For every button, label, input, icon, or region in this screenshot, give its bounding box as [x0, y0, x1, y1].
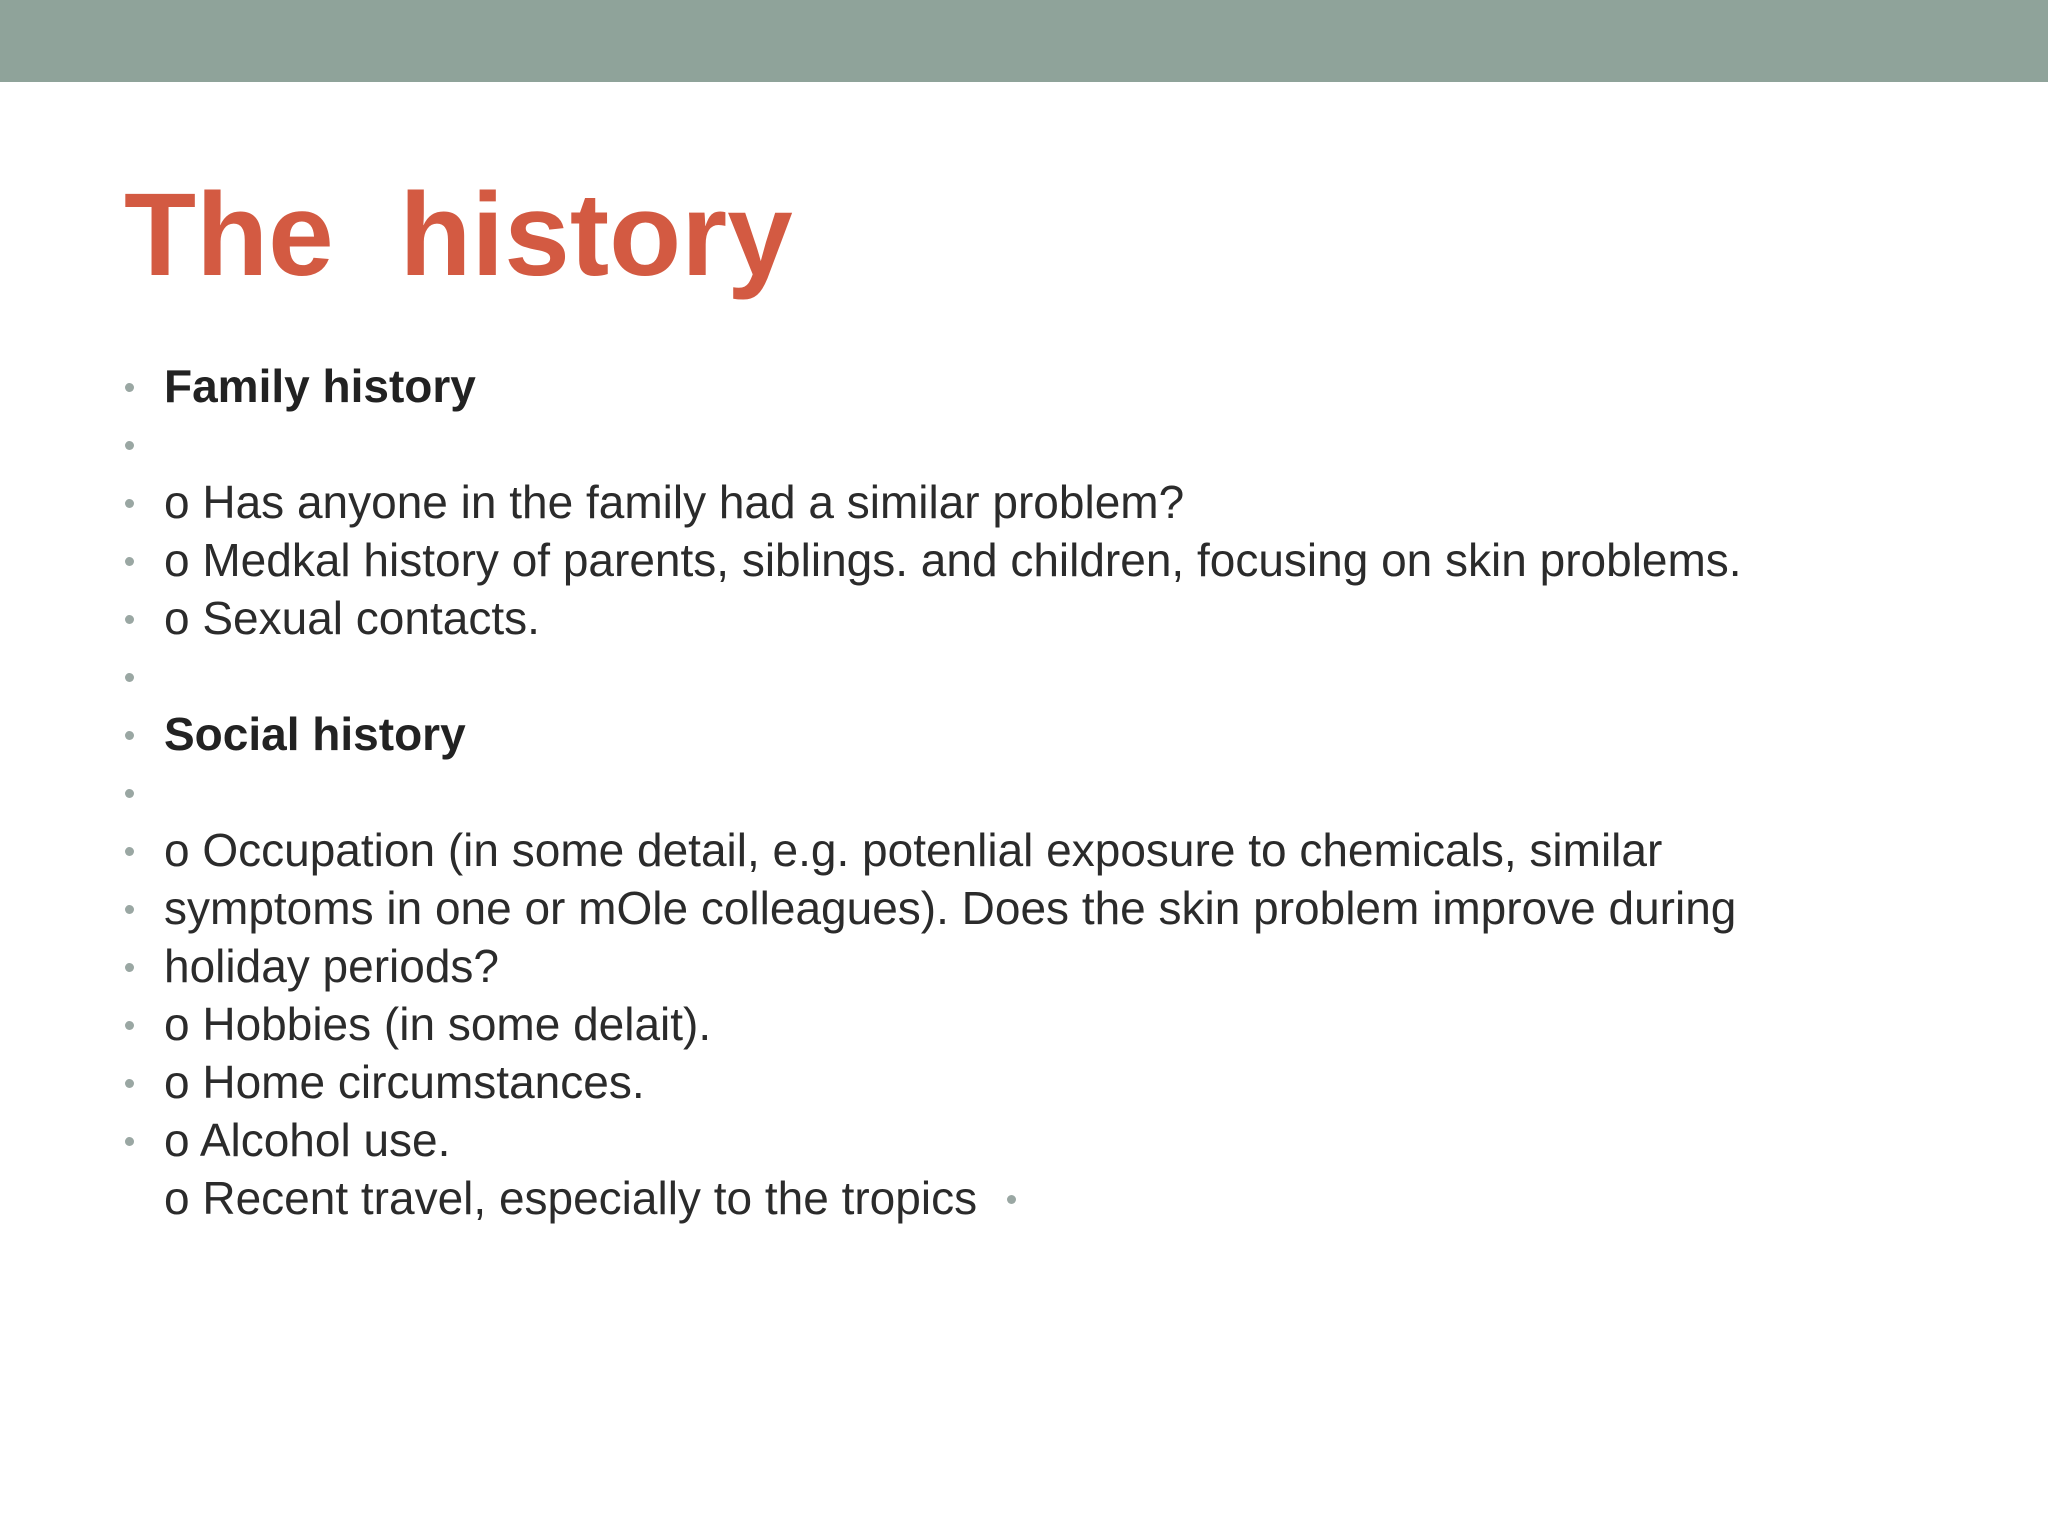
section-heading-row [0, 705, 2048, 763]
list-item [0, 937, 2048, 995]
list-item-text: o Sexual contacts. [164, 592, 540, 644]
list-item [0, 879, 2048, 937]
bullet-dot-icon [125, 847, 134, 856]
bullet-dot-icon [125, 673, 134, 682]
list-item-text: o Medkal history of parents, siblings. and children, focusing on skin problems. [164, 534, 1742, 586]
list-item-text: o Alcohol use. [164, 1114, 451, 1166]
bullet-dot-icon [125, 1079, 134, 1088]
bullet-dot-icon [125, 615, 134, 624]
list-item-text: o Recent travel, especially to the tropics [164, 1172, 978, 1224]
bullet-dot-icon [125, 499, 134, 508]
list-item [0, 531, 2048, 589]
bullet-dot-icon [125, 557, 134, 566]
slide-title: The history [124, 169, 793, 301]
list-item [0, 473, 2048, 531]
bullet-dot-icon [125, 1021, 134, 1030]
list-item [0, 1053, 2048, 1111]
list-item [0, 589, 2048, 647]
list-item-text: holiday periods? [164, 940, 500, 992]
list-item [0, 995, 2048, 1053]
bullet-dot-icon [125, 441, 134, 450]
list-item [0, 647, 2048, 705]
bullet-dot-icon [125, 383, 134, 392]
top-color-band [0, 0, 2048, 82]
bullet-dot-icon [125, 1137, 134, 1146]
list-item [0, 415, 2048, 473]
list-item-text: o Home circumstances. [164, 1056, 645, 1108]
section-heading-row [0, 357, 2048, 415]
list-item [0, 1111, 2048, 1169]
bullet-list [0, 357, 2048, 1227]
section-heading: Family history [164, 360, 476, 412]
bullet-dot-icon [125, 789, 134, 798]
bullet-dot-icon [125, 963, 134, 972]
list-item [0, 821, 2048, 879]
list-item [0, 1169, 2048, 1227]
trailing-bullet-dot-icon [1007, 1195, 1016, 1204]
list-item-text: o Has anyone in the family had a similar problem? [164, 476, 1185, 528]
list-item-line [164, 1169, 1016, 1227]
list-item-text: symptoms in one or mOle colleagues). Does the skin problem improve during [164, 882, 1737, 934]
bullet-dot-icon [125, 731, 134, 740]
list-item-text: o Hobbies (in some delait). [164, 998, 712, 1050]
section-heading: Social history [164, 708, 466, 760]
list-item [0, 763, 2048, 821]
bullet-dot-icon [125, 905, 134, 914]
list-item-text: o Occupation (in some detail, e.g. potenlial exposure to chemicals, similar [164, 824, 1663, 876]
